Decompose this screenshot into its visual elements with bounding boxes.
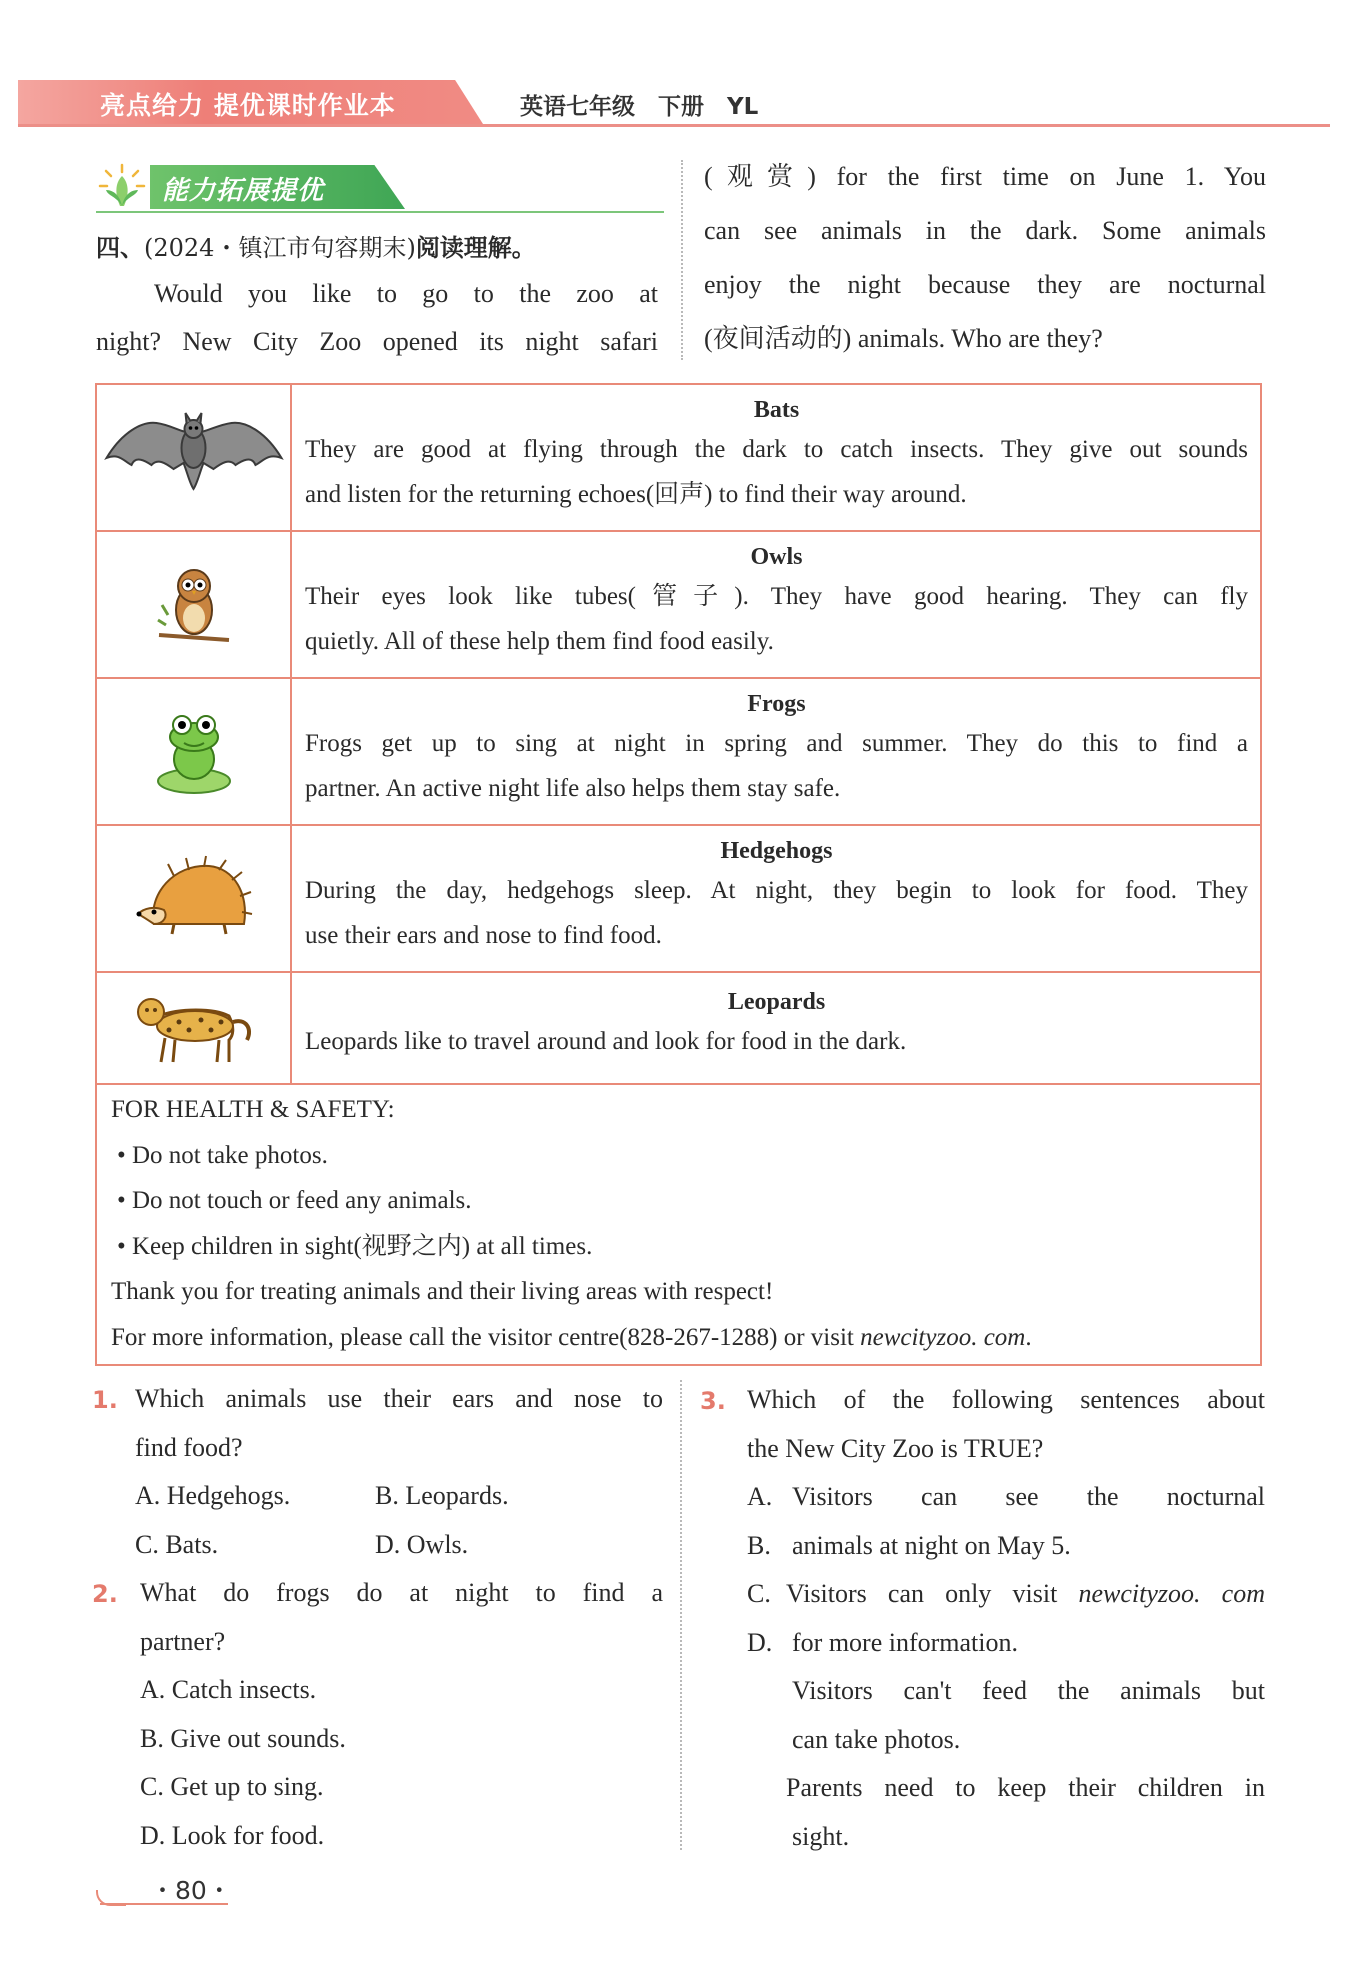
- description-line: partner. An active night life also helps them stay safe.: [305, 775, 841, 802]
- animal-description: [305, 985, 1248, 1064]
- task-number: 四、: [96, 234, 144, 262]
- animal-description: [305, 540, 1248, 664]
- option-a[interactable]: A. Hedgehogs.: [135, 1481, 291, 1510]
- option-d[interactable]: D. Owls.: [375, 1529, 469, 1559]
- table-row-frogs: [97, 679, 1260, 826]
- column-divider: [680, 1380, 682, 1850]
- animal-name: Bats: [753, 397, 800, 423]
- intro-line: (夜间活动的) animals. Who are they?: [704, 324, 1103, 353]
- frog-illustration: [97, 679, 292, 824]
- question-stem: Which of the following sentences about: [747, 1385, 1265, 1414]
- option-c[interactable]: C. Bats.: [135, 1529, 219, 1559]
- notice-info-text: For more information, please call the visitor centre(828-267-1288) or visit: [111, 1323, 861, 1351]
- option-b[interactable]: B. Leopards.: [375, 1481, 509, 1510]
- animal-description: [305, 834, 1248, 958]
- animal-name: Leopards: [727, 989, 826, 1015]
- option-line: Visitors can see the nocturnal: [792, 1482, 1265, 1511]
- frog-icon: [154, 709, 234, 795]
- website-link: newcityzoo. com: [1078, 1579, 1265, 1608]
- option-line: Parents need to keep their children in: [786, 1773, 1265, 1802]
- animal-table: [95, 383, 1262, 1366]
- option-b[interactable]: B. Give out sounds.: [140, 1723, 346, 1753]
- question-options: [135, 1521, 663, 1570]
- description-line: use their ears and nose to find food.: [305, 922, 662, 949]
- banner-underline: [96, 211, 664, 213]
- intro-line: night? New City Zoo opened its night safari: [96, 327, 658, 356]
- intro-line: (观赏) for the first time on June 1. You: [704, 162, 1266, 191]
- animal-description: [305, 687, 1248, 811]
- bat-illustration: [97, 385, 292, 530]
- hedgehog-illustration: [97, 826, 292, 971]
- notice-info: [111, 1315, 1248, 1361]
- option-d-text: [786, 1764, 1265, 1861]
- description-line: During the day, hedgehogs sleep. At night, they begin to look for food. They: [305, 877, 1248, 904]
- intro-line: Would you like to go to the zoo at: [154, 279, 658, 308]
- notice-info-end: .: [1025, 1323, 1032, 1351]
- table-row-leopards: [97, 973, 1260, 1085]
- notice-rule: • Do not take photos.: [117, 1141, 328, 1169]
- column-divider: [681, 160, 683, 360]
- animal-description: [305, 393, 1248, 517]
- task-heading: [96, 228, 536, 263]
- option-letter: B.: [747, 1530, 771, 1560]
- description-line: and listen for the returning echoes(回声) to find their way around.: [305, 481, 967, 508]
- description-line: Leopards like to travel around and look for food in the dark.: [305, 1028, 907, 1055]
- question-1: [135, 1375, 663, 1569]
- question-2: [140, 1569, 663, 1860]
- question-number: 1.: [92, 1386, 118, 1414]
- intro-line: enjoy the night because they are nocturnal: [704, 270, 1266, 299]
- question-number: 2.: [92, 1580, 118, 1608]
- option-letter: A.: [747, 1482, 773, 1511]
- option-c-text: [792, 1667, 1265, 1764]
- section-banner-label: 能力拓展提优: [162, 176, 325, 206]
- hedgehog-icon: [134, 854, 254, 944]
- option-b-text: [786, 1570, 1265, 1667]
- option-line: Visitors can't feed the animals but: [792, 1676, 1265, 1705]
- owl-illustration: [97, 532, 292, 677]
- option-c[interactable]: C. Get up to sing.: [140, 1772, 324, 1801]
- question-stem: find food?: [135, 1432, 243, 1462]
- question-stem: partner?: [140, 1626, 226, 1656]
- table-row-bats: [97, 385, 1260, 532]
- header-divider: [18, 124, 1330, 127]
- table-row-hedgehogs: [97, 826, 1260, 973]
- option-letter: C.: [747, 1579, 771, 1608]
- description-line: quietly. All of these help them find food easily.: [305, 628, 774, 655]
- intro-right-column: [704, 150, 1266, 366]
- leopard-icon: [129, 988, 259, 1068]
- question-stem: What do frogs do at night to find a: [140, 1578, 663, 1607]
- leopard-illustration: [97, 973, 292, 1083]
- animal-name: Hedgehogs: [720, 838, 833, 864]
- question-stem: Which animals use their ears and nose to: [135, 1384, 663, 1413]
- animal-name: Frogs: [747, 691, 806, 717]
- intro-left-column: [96, 270, 658, 366]
- question-options: [135, 1472, 663, 1521]
- option-a[interactable]: A. Catch insects.: [140, 1675, 317, 1704]
- option-line: for more information.: [792, 1627, 1018, 1657]
- intro-line: can see animals in the dark. Some animals: [704, 216, 1266, 245]
- safety-notice: [111, 1087, 1248, 1360]
- task-source: (2024・镇江市句容期末): [144, 234, 416, 262]
- owl-icon: [154, 560, 234, 650]
- option-letter: D.: [747, 1627, 773, 1657]
- option-d[interactable]: D. Look for food.: [140, 1820, 325, 1850]
- question-stem: the New City Zoo is TRUE?: [747, 1433, 1044, 1463]
- series-title: 亮点给力 提优课时作业本: [100, 91, 396, 120]
- option-line: sight.: [792, 1821, 850, 1851]
- notice-rule: • Do not touch or feed any animals.: [117, 1187, 472, 1214]
- lightbulb-icon: [96, 162, 148, 214]
- bat-icon: [101, 403, 286, 513]
- notice-rule: • Keep children in sight(视野之内) at all times.: [117, 1232, 593, 1260]
- option-line: animals at night on May 5.: [792, 1530, 1071, 1560]
- animal-name: Owls: [750, 544, 803, 570]
- page-number: ・80・: [150, 1876, 232, 1905]
- table-row-owls: [97, 532, 1260, 679]
- option-line: can take photos.: [792, 1724, 961, 1754]
- option-line: Visitors can only visit: [786, 1579, 1079, 1608]
- question-number: 3.: [700, 1387, 726, 1415]
- option-a-text: [792, 1473, 1265, 1570]
- description-line: They are good at flying through the dark to catch insects. They give out sounds: [305, 436, 1248, 463]
- description-line: Their eyes look like tubes(管子). They have good hearing. They can fly: [305, 583, 1248, 610]
- notice-heading: FOR HEALTH & SAFETY:: [111, 1096, 395, 1123]
- description-line: Frogs get up to sing at night in spring and summer. They do this to find a: [305, 730, 1248, 757]
- task-type: 阅读理解。: [415, 234, 536, 262]
- notice-thanks: Thank you for treating animals and their living areas with respect!: [111, 1278, 774, 1305]
- book-info: 英语七年级 下册 YL: [520, 94, 759, 120]
- website-link[interactable]: newcityzoo. com: [860, 1323, 1026, 1351]
